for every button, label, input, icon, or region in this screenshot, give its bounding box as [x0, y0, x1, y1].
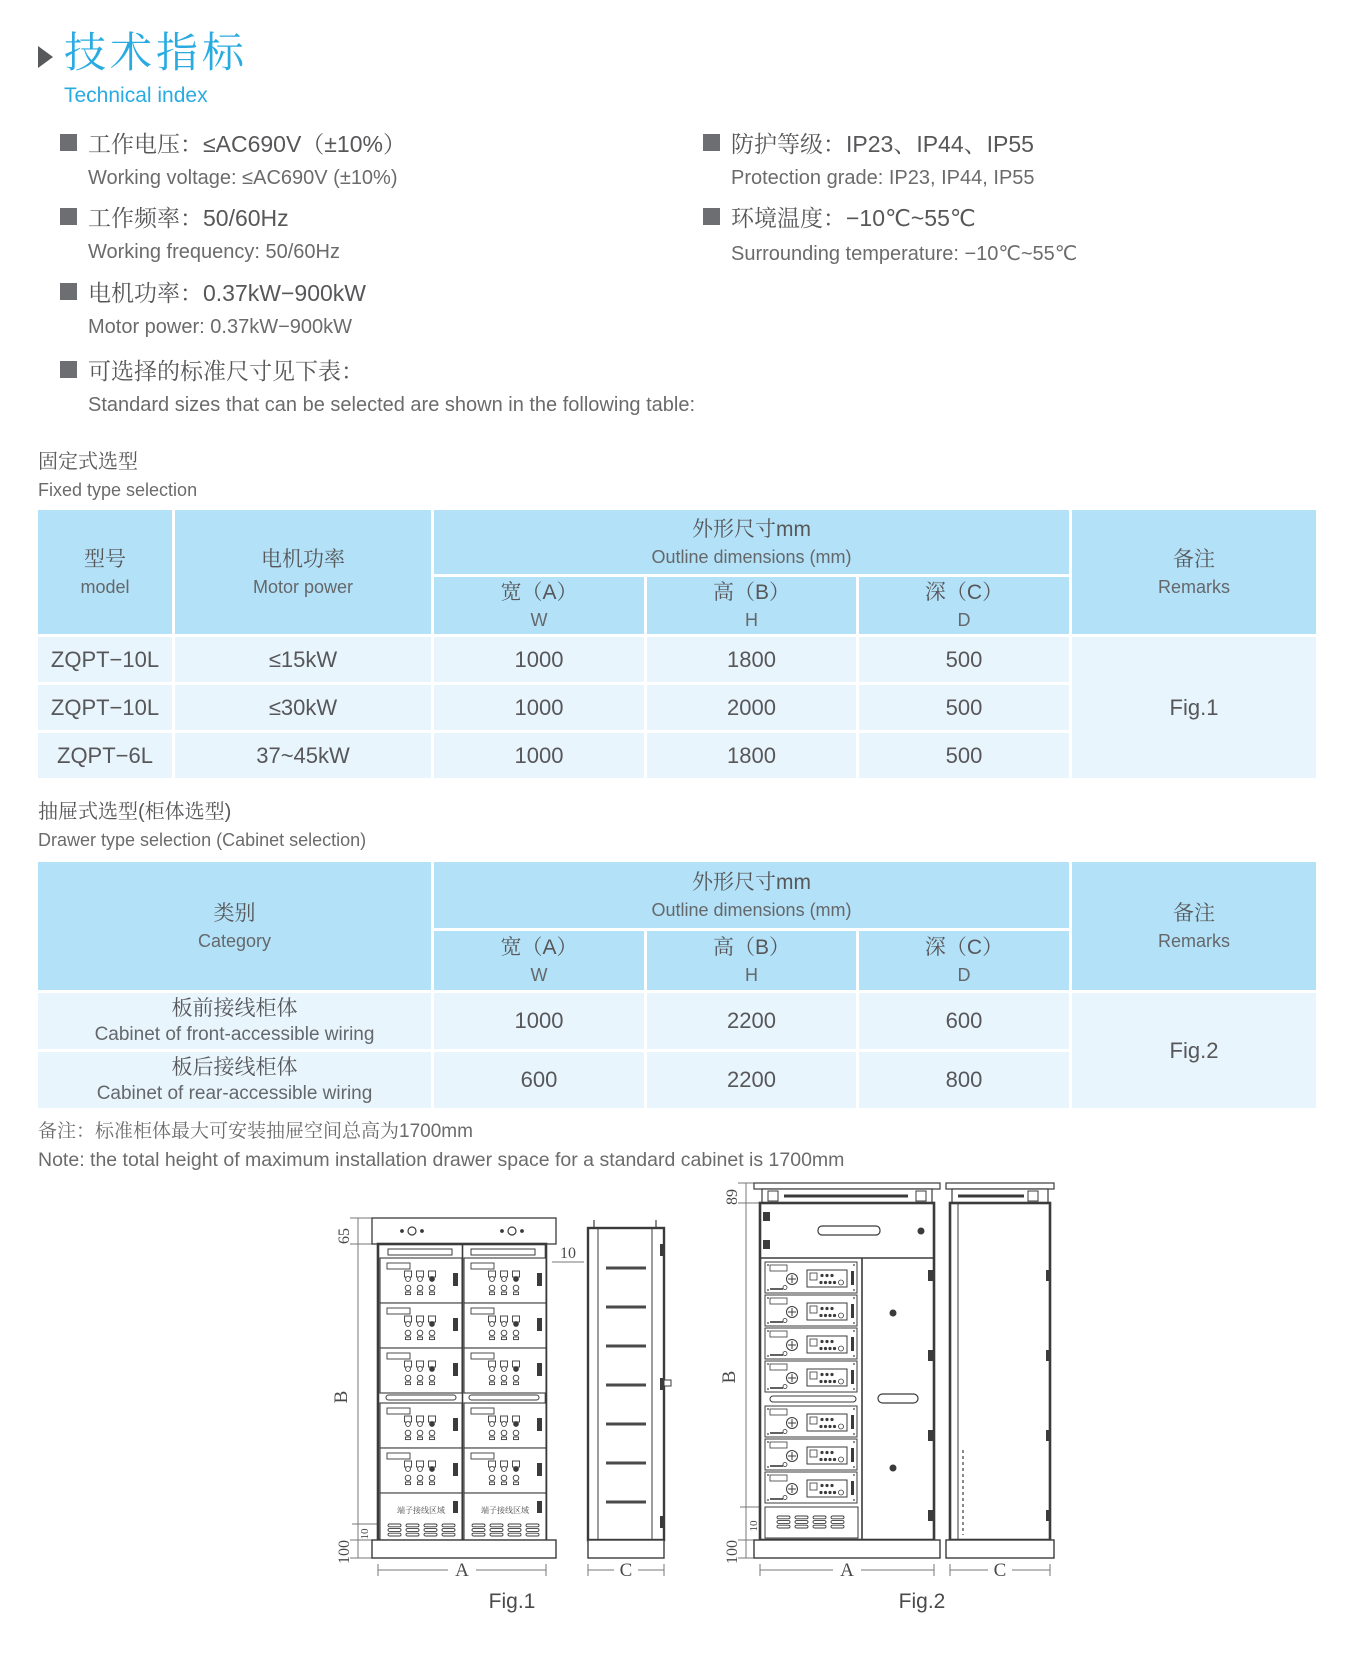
fig2-dim-cap: 89 — [724, 1189, 741, 1205]
spec-working-frequency — [60, 199, 700, 264]
fig1-dim-cap: 65 — [336, 1228, 353, 1244]
drawer-type-table — [35, 859, 1319, 1111]
bullet-square-icon — [60, 134, 77, 151]
th-motor-power: 电机功率 Motor power — [175, 510, 431, 634]
cell-height: 2200 — [647, 993, 856, 1049]
spec-working-voltage — [60, 125, 700, 190]
section-arrow-icon — [38, 46, 53, 68]
cell-model: ZQPT−6L — [38, 733, 172, 778]
fixed-type-table — [35, 507, 1319, 781]
th-model: 型号 model — [38, 510, 172, 634]
section-title-zh: 抽屉式选型(柜体选型) — [38, 801, 232, 823]
cell-width: 1000 — [434, 685, 644, 730]
footnote-zh: 备注：标准柜体最大可安装抽屉空间总高为1700mm — [38, 1121, 473, 1142]
spec-en-text: Working voltage: ≤AC690V (±10%) — [88, 167, 398, 189]
fig2-caption: Fig.2 — [898, 1590, 946, 1613]
spec-en-text: Standard sizes that can be selected are shown in the following table: — [88, 394, 696, 416]
bullet-square-icon — [60, 361, 77, 378]
table-row — [38, 993, 1316, 1049]
fig1-drawing — [331, 1218, 671, 1613]
fig1-dim-height: B — [331, 1390, 352, 1404]
cell-depth: 500 — [859, 637, 1069, 682]
table-header-row — [38, 862, 1316, 928]
spec-en-text: Motor power: 0.37kW−900kW — [88, 316, 352, 338]
cell-width: 1000 — [434, 733, 644, 778]
spec-zh-text: 工作电压：≤AC690V（±10%） — [88, 130, 406, 157]
footnote-en: Note: the total height of maximum installation drawer space for a standard cabinet is 1700mm — [38, 1149, 845, 1171]
section-drawer-type-label — [38, 798, 366, 854]
fig1-dim-depth: C — [619, 1560, 633, 1581]
cell-model: ZQPT−10L — [38, 637, 172, 682]
cell-power: ≤30kW — [175, 685, 431, 730]
th-remarks: 备注 Remarks — [1072, 862, 1316, 990]
cell-height: 1800 — [647, 733, 856, 778]
th-outline-dimensions: 外形尺寸mm Outline dimensions (mm) — [434, 510, 1069, 574]
cell-power: 37~45kW — [175, 733, 431, 778]
th-remarks: 备注 Remarks — [1072, 510, 1316, 634]
cell-remark-fig1: Fig.1 — [1072, 637, 1316, 778]
table-row — [38, 637, 1316, 682]
cell-width: 1000 — [434, 993, 644, 1049]
spec-motor-power — [60, 274, 700, 339]
cell-depth: 800 — [859, 1052, 1069, 1108]
fig2-dim-height: B — [719, 1370, 740, 1384]
fig1-dim-base: 100 — [336, 1540, 353, 1564]
section-title-en: Fixed type selection — [38, 480, 198, 500]
fig2-dim-base: 100 — [724, 1540, 741, 1564]
fig2-drawing — [719, 1183, 1054, 1613]
section-title-en: Drawer type selection (Cabinet selection) — [38, 830, 367, 850]
fig1-caption: Fig.1 — [488, 1590, 536, 1613]
th-width-a: 宽（A） W — [434, 931, 644, 990]
spec-en-text: Working frequency: 50/60Hz — [88, 241, 340, 263]
cell-height: 1800 — [647, 637, 856, 682]
fig2-dim-width: A — [840, 1560, 854, 1581]
spec-en-text: Surrounding temperature: −10℃~55℃ — [731, 243, 1078, 265]
th-depth-c: 深（C） D — [859, 577, 1069, 634]
spec-zh-text: 可选择的标准尺寸见下表： — [88, 357, 364, 384]
spec-zh-text: 工作频率：50/60Hz — [88, 204, 289, 231]
fig1-dim-width: A — [455, 1560, 469, 1581]
bullet-square-icon — [60, 283, 77, 300]
fig2-dim-vent: 10 — [748, 1520, 760, 1532]
cell-height: 2200 — [647, 1052, 856, 1108]
spec-zh-text: 电机功率：0.37kW−900kW — [88, 279, 366, 306]
cell-depth: 500 — [859, 685, 1069, 730]
th-width-a: 宽（A） W — [434, 577, 644, 634]
spec-en-text: Protection grade: IP23, IP44, IP55 — [731, 167, 1035, 189]
th-category: 类别 Category — [38, 862, 431, 990]
cell-remark-fig2: Fig.2 — [1072, 993, 1316, 1108]
cell-category: 板前接线柜体 Cabinet of front-accessible wiring — [38, 993, 431, 1049]
bullet-square-icon — [703, 134, 720, 151]
cell-width: 600 — [434, 1052, 644, 1108]
fig2-dim-depth: C — [993, 1560, 1007, 1581]
section-fixed-type-label — [38, 448, 197, 504]
cell-model: ZQPT−10L — [38, 685, 172, 730]
cabinet-figures: 端子接线区域 65 B 10 100 10 A C Fig.1 89 B 10 100 A C Fig.2 — [0, 1150, 1357, 1660]
cell-depth: 600 — [859, 993, 1069, 1049]
section-title-zh: 固定式选型 — [38, 451, 138, 473]
spec-table-intro — [60, 352, 960, 417]
cell-power: ≤15kW — [175, 637, 431, 682]
cell-category: 板后接线柜体 Cabinet of rear-accessible wiring — [38, 1052, 431, 1108]
spec-surrounding-temperature — [703, 199, 1343, 266]
spec-zh-text: 环境温度：−10℃~55℃ — [731, 204, 976, 231]
th-height-b: 高（B） H — [647, 931, 856, 990]
page-subtitle: Technical index — [64, 84, 208, 107]
fig1-dim-trim: 10 — [560, 1245, 576, 1262]
spec-zh-text: 防护等级：IP23、IP44、IP55 — [731, 130, 1034, 157]
cell-height: 2000 — [647, 685, 856, 730]
fig1-dim-vent: 10 — [359, 1528, 371, 1540]
table-header-row — [38, 510, 1316, 574]
th-depth-c: 深（C） D — [859, 931, 1069, 990]
cell-depth: 500 — [859, 733, 1069, 778]
bullet-square-icon — [60, 208, 77, 225]
bullet-square-icon — [703, 208, 720, 225]
th-height-b: 高（B） H — [647, 577, 856, 634]
cell-width: 1000 — [434, 637, 644, 682]
page-title: 技术指标 — [64, 29, 249, 76]
th-outline-dimensions: 外形尺寸mm Outline dimensions (mm) — [434, 862, 1069, 928]
spec-protection-grade — [703, 125, 1343, 190]
